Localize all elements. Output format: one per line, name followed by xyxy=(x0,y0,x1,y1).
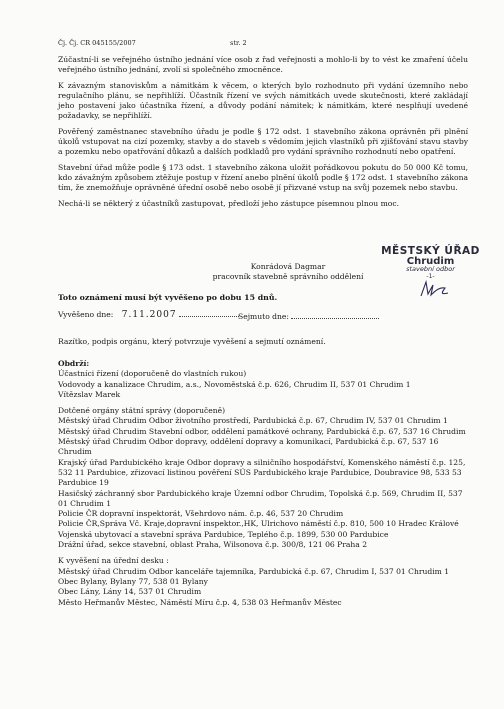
list-item: Vodovody a kanalizace Chrudim, a.s., Novoměstská č.p. 626, Chrudim II, 537 01 Chrudim 1 xyxy=(58,379,411,389)
list-item: Krajský úřad Pardubického kraje Odbor dopravy a silničního hospodářství, Komenského náměstí č.p. 125, 532 11 Pardubice, zřizovací listinou pověření SÚS Pardubického kraje Pardubice, Doubravice 98, 533 53 Pardubice 19 xyxy=(58,457,466,488)
recipients-title: Obdrží: xyxy=(58,359,90,368)
list-item: Městský úřad Chrudim Odbor kanceláře tajemníka, Pardubická č.p. 67, Chrudim I, 537 01 Chrudim 1 xyxy=(58,566,450,576)
paragraph-representation: Nechá-li se některý z účastníků zastupovat, předloží jeho zástupce písemnou plnou moc. xyxy=(58,198,400,208)
handwritten-signature xyxy=(418,278,452,300)
list-item: Obec Lány, Lány 14, 537 01 Chrudim xyxy=(58,587,202,597)
office-stamp: MĚSTSKÝ ÚŘAD Chrudim stavební odbor -1- xyxy=(381,245,480,280)
list-item: Městský úřad Chrudim Stavební odbor, oddělení památkové ochrany, Pardubická č.p. 67, 537 16 Chrudim xyxy=(58,426,466,436)
removed-date-row xyxy=(238,312,379,321)
removed-label: Sejmuto dne: xyxy=(238,312,289,321)
list-item: Hasičský záchranný sbor Pardubického kraje Územní odbor Chrudim, Topolská č.p. 569, Chrudim II, 537 01 Chrudim 1 xyxy=(58,488,463,508)
list-item: Město Heřmanův Městec, Náměstí Míru č.p. 4, 538 03 Heřmanův Městec xyxy=(58,597,342,607)
page-number: str. 2 xyxy=(230,39,247,47)
list-item: Městský úřad Chrudim Odbor životního prostředí, Pardubická č.p. 67, Chrudim IV, 537 01 Chrudim 1 xyxy=(58,416,448,426)
posted-date-row xyxy=(58,310,239,320)
official-board-heading: K vyvěšení na úřední desku : xyxy=(58,556,169,566)
posted-label: Vyvěšeno dne: xyxy=(58,310,114,319)
paragraph-spokesperson: Zúčastní-li se veřejného ústního jednání více osob z řad veřejnosti a mohlo-li by to vést ke zmaření účelu veřejného ústního jednání, zvolí si společného zmocněnce. xyxy=(58,55,468,75)
paragraph-objections: K závazným stanoviskům a námitkám k věcem, o kterých bylo rozhodnuto při vydání územního nebo regulačního plánu, se nepřihlíží. Účastník řízení ve svých námitkách uvede skutečnosti, které zakládají jeho postavení jako účastníka řízení, a důvody podání námitek; k námitkám, které nesplňují uvedené požadavky, se nepřihlíží. xyxy=(58,80,468,121)
list-item: Vítězslav Marek xyxy=(58,389,121,399)
list-item: Městský úřad Chrudim Odbor dopravy, oddělení dopravy a komunikací, Pardubická č.p. 67, 537 16 Chrudim xyxy=(58,437,439,457)
paragraph-entry-rights: Pověřený zaměstnanec stavebního úřadu je podle § 172 odst. 1 stavebního zákona oprávněn při plnění úkolů vstupovat na cizí pozemky, stavby a do staveb s vědomím jejich vlastníků při zjišťování stavu stavby a pozemku nebo opatřování důkazů a dalších podkladů pro vydání správního rozhodnutí nebo opatření. xyxy=(58,126,468,157)
participants-heading: Účastníci řízení (doporučeně do vlastních rukou) xyxy=(58,369,247,379)
list-item: Policie ČR,Správa Vč. Kraje,dopravní inspektor.,HK, Ulrichovo náměstí č.p. 810, 500 10 Hradec Králové xyxy=(58,519,459,529)
list-item: Obec Bylany, Bylany 77, 538 01 Bylany xyxy=(58,576,208,586)
recipients xyxy=(58,359,468,608)
body-paragraphs xyxy=(58,55,468,214)
paragraph-fine: Stavební úřad může podle § 173 odst. 1 stavebního zákona uložit pořádkovou pokutu do 50 000 Kč tomu, kdo závažným způsobem ztěžuje postup v řízení anebo plnění úkolů podle § 172 odst. 1 stavebního zákona tím, že znemožňuje oprávněné úřední osobě nebo osobě jí přizvané vstup na svůj pozemek nebo stavbu. xyxy=(58,162,468,193)
signatory-name: Konrádová Dagmar xyxy=(250,262,326,271)
list-item: Policie ČR dopravní inspektorát, Všehrdovo nám. č.p. 46, 537 20 Chrudim xyxy=(58,509,344,519)
list-item: Vojenská ubytovací a stavební správa Pardubice, Teplého č.p. 1899, 530 00 Pardubice xyxy=(58,529,389,539)
removed-dotted-line xyxy=(291,312,379,319)
stamp-request: Razítko, podpis orgánu, který potvrzuje vyvěšení a sejmutí oznámení. xyxy=(58,337,326,346)
posted-dotted-line xyxy=(179,310,239,317)
authorities-heading: Dotčené orgány státní správy (doporučeně) xyxy=(58,406,226,416)
signatory-block xyxy=(208,262,368,282)
signatory-role: pracovník stavebně správního oddělení xyxy=(212,272,364,281)
list-item: Drážní úřad, sekce stavební, oblast Praha, Wilsonova č.p. 300/8, 121 06 Praha 2 xyxy=(58,540,368,550)
reference-number: Čj. Čj. CR 045155/2007 xyxy=(58,39,136,47)
posting-notice: Toto oznámení musí být vyvěšeno po dobu 15 dnů. xyxy=(58,293,278,302)
posted-date: 7.11.2007 xyxy=(121,310,177,320)
